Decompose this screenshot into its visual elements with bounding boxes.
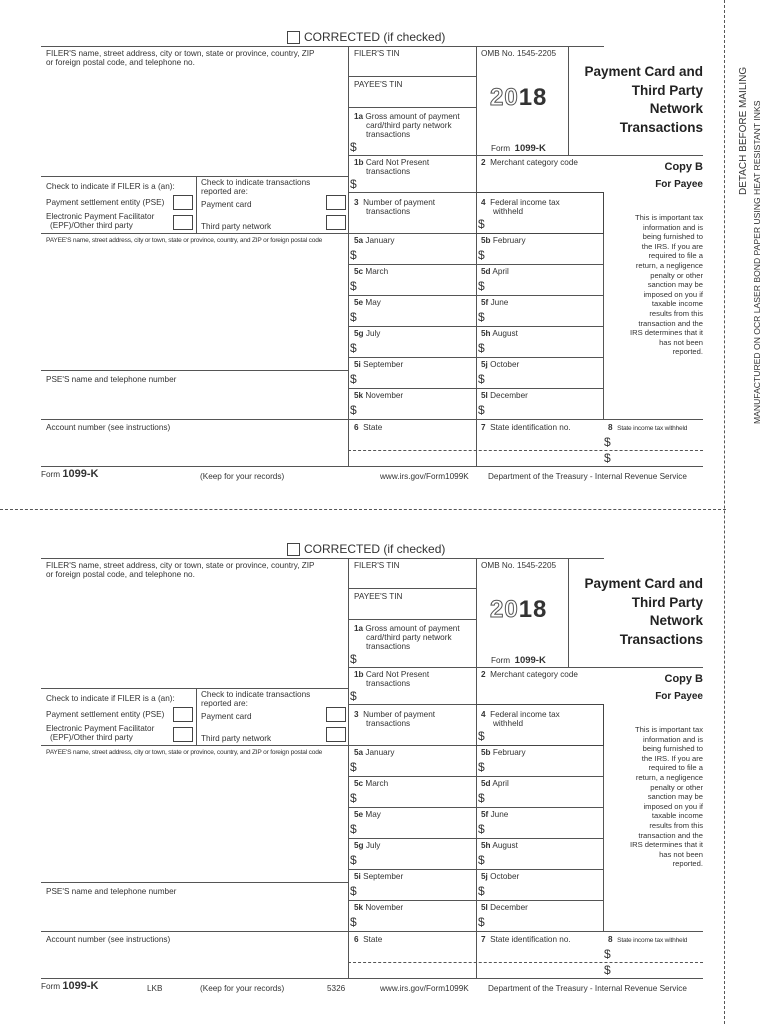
box-5a-dollar: $	[350, 760, 357, 774]
box-5c-dollar: $	[350, 791, 357, 805]
box-5b-label: 5b February	[481, 236, 526, 245]
box-5a-label: 5a January	[354, 236, 395, 245]
box-5l-label: 5l December	[481, 903, 528, 912]
account-number-label: Account number (see instructions)	[46, 423, 171, 432]
pse-label: Payment settlement entity (PSE)	[46, 710, 165, 719]
box-1b-label: 1b Card Not Present transactions	[354, 670, 430, 688]
box-1a-label: 1a Gross amount of payment card/third party network transactions	[354, 112, 460, 139]
filer-tin-label: FILER'S TIN	[354, 49, 400, 58]
check-transactions-label: Check to indicate transactions reported are:	[201, 178, 311, 196]
box-5f-dollar: $	[478, 822, 485, 836]
important-notice-line: information and is	[643, 222, 703, 232]
important-notice-line: sanction may be	[647, 280, 703, 290]
box-5d-label: 5d April	[481, 267, 509, 276]
footer-dept: Department of the Treasury - Internal Revenue Service	[488, 984, 687, 993]
detach-cut-line	[0, 509, 726, 510]
third-party-network-checkbox[interactable]	[326, 727, 346, 742]
pse-name-label: PSE'S name and telephone number	[46, 887, 177, 896]
footer-url: www.irs.gov/Form1099K	[380, 472, 469, 481]
box-5h-label: 5h August	[481, 841, 518, 850]
box-5k-dollar: $	[350, 915, 357, 929]
box-5g-label: 5g July	[354, 329, 381, 338]
important-notice-line: being furnished to	[642, 744, 703, 754]
important-notice-line: transaction and the	[638, 830, 703, 840]
third-party-network-label: Third party network	[201, 734, 272, 743]
box-5b-label: 5b February	[481, 748, 526, 757]
box-5f-label: 5f June	[481, 810, 509, 819]
box-5d-label: 5d April	[481, 779, 509, 788]
box-5a-dollar: $	[350, 248, 357, 262]
filer-tin-label: FILER'S TIN	[354, 561, 400, 570]
footer-dept: Department of the Treasury - Internal Revenue Service	[488, 472, 687, 481]
box-5g-dollar: $	[350, 341, 357, 355]
corrected-label: CORRECTED (if checked)	[304, 30, 446, 44]
important-notice-line: being furnished to	[642, 232, 703, 242]
form-id-small: Form 1099-K	[491, 143, 546, 154]
epf-checkbox[interactable]	[173, 215, 193, 230]
check-transactions-label: Check to indicate transactions reported are:	[201, 690, 311, 708]
payment-card-label: Payment card	[201, 200, 252, 209]
box-3-label: 3 Number of payment transactions	[354, 710, 436, 728]
payee-name-label: PAYEE'S name, street address, city or town, state or province, country, and ZIP or foreign postal code	[46, 237, 323, 244]
box-5c-label: 5c March	[354, 267, 389, 276]
important-notice-line: reported.	[672, 859, 703, 869]
payment-card-checkbox[interactable]	[326, 195, 346, 210]
box-1a-dollar: $	[350, 652, 357, 666]
box-5g-dollar: $	[350, 853, 357, 867]
footer-url: www.irs.gov/Form1099K	[380, 984, 469, 993]
important-notice	[617, 725, 703, 869]
corrected-label: CORRECTED (if checked)	[304, 542, 446, 556]
important-notice-line: imposed on you if	[643, 289, 703, 299]
form-copy-top	[0, 0, 770, 500]
important-notice-line: the IRS. If you are	[641, 753, 703, 763]
for-payee-label: For Payee	[655, 691, 703, 702]
box-8-dollar-2: $	[604, 451, 611, 465]
box-1b-dollar: $	[350, 177, 357, 191]
box-6-label: 6 State	[354, 423, 383, 432]
pse-checkbox[interactable]	[173, 195, 193, 210]
third-party-network-checkbox[interactable]	[326, 215, 346, 230]
side-detach-text: DETACH BEFORE MAILING	[738, 66, 749, 195]
payee-name-label: PAYEE'S name, street address, city or town, state or province, country, and ZIP or foreign postal code	[46, 749, 323, 756]
payment-card-label: Payment card	[201, 712, 252, 721]
important-notice-line: penalty or other	[650, 270, 703, 280]
box-1b-label: 1b Card Not Present transactions	[354, 158, 430, 176]
box-5c-dollar: $	[350, 279, 357, 293]
form-id-small: Form 1099-K	[491, 655, 546, 666]
box-8-label: 8 State income tax withheld	[608, 423, 688, 432]
box-5a-label: 5a January	[354, 748, 395, 757]
box-5k-label: 5k November	[354, 903, 404, 912]
box-8-label: 8 State income tax withheld	[608, 935, 688, 944]
box-8-dollar-1: $	[604, 947, 611, 961]
box-5h-label: 5h August	[481, 329, 518, 338]
box-7-label: 7 State identification no.	[481, 423, 571, 432]
important-notice-line: return, a negligence	[635, 772, 703, 782]
box-2-label: 2 Merchant category code	[481, 158, 578, 167]
important-notice-line: This is important tax	[635, 725, 703, 734]
copy-b-label: Copy B	[664, 161, 703, 173]
epf-label: Electronic Payment Facilitator (EPF)/Other third party	[46, 212, 155, 230]
important-notice-line: sanction may be	[647, 792, 703, 802]
box-5e-dollar: $	[350, 822, 357, 836]
box-5l-label: 5l December	[481, 391, 528, 400]
epf-label: Electronic Payment Facilitator (EPF)/Other third party	[46, 724, 155, 742]
footer-keep: (Keep for your records)	[200, 984, 285, 993]
payee-tin-label: PAYEE'S TIN	[354, 80, 403, 89]
box-5k-dollar: $	[350, 403, 357, 417]
detach-vertical-line	[724, 0, 725, 1024]
third-party-network-label: Third party network	[201, 222, 272, 231]
important-notice-line: IRS determines that it	[629, 840, 703, 850]
important-notice	[617, 213, 703, 357]
form-title: Payment Card and Third Party Network Transactions	[584, 576, 703, 647]
box-5f-dollar: $	[478, 310, 485, 324]
box-5h-dollar: $	[478, 853, 485, 867]
important-notice-line: the IRS. If you are	[641, 241, 703, 251]
box-5g-label: 5g July	[354, 841, 381, 850]
box-5i-dollar: $	[350, 372, 357, 386]
box-6-label: 6 State	[354, 935, 383, 944]
box-5b-dollar: $	[478, 760, 485, 774]
important-notice-line: transaction and the	[638, 318, 703, 328]
box-5h-dollar: $	[478, 341, 485, 355]
box-5j-dollar: $	[478, 884, 485, 898]
important-notice-line: results from this	[649, 820, 703, 830]
omb-number: OMB No. 1545-2205	[481, 49, 557, 58]
box-5e-label: 5e May	[354, 810, 381, 819]
box-3-label: 3 Number of payment transactions	[354, 198, 436, 216]
box-4-dollar: $	[478, 729, 485, 743]
box-4-label: 4 Federal income tax withheld	[481, 198, 560, 216]
box-5b-dollar: $	[478, 248, 485, 262]
box-5d-dollar: $	[478, 279, 485, 293]
pse-checkbox[interactable]	[173, 707, 193, 722]
check-filer-label: Check to indicate if FILER is a (an):	[46, 182, 175, 191]
footer-lkb: LKB	[147, 984, 163, 993]
corrected-checkbox[interactable]	[287, 31, 300, 44]
form-title: Payment Card and Third Party Network Transactions	[584, 64, 703, 135]
important-notice-line: penalty or other	[650, 782, 703, 792]
box-1b-dollar: $	[350, 689, 357, 703]
box-5i-dollar: $	[350, 884, 357, 898]
box-5e-label: 5e May	[354, 298, 381, 307]
for-payee-label: For Payee	[655, 179, 703, 190]
important-notice-line: has not been	[659, 337, 703, 347]
box-4-label: 4 Federal income tax withheld	[481, 710, 560, 728]
box-1a-label: 1a Gross amount of payment card/third party network transactions	[354, 624, 460, 651]
copy-b-label: Copy B	[664, 673, 703, 685]
epf-checkbox[interactable]	[173, 727, 193, 742]
pse-label: Payment settlement entity (PSE)	[46, 198, 165, 207]
check-filer-label: Check to indicate if FILER is a (an):	[46, 694, 175, 703]
important-notice-line: imposed on you if	[643, 801, 703, 811]
box-2-label: 2 Merchant category code	[481, 670, 578, 679]
box-5j-dollar: $	[478, 372, 485, 386]
important-notice-line: taxable income	[651, 811, 703, 821]
box-4-dollar: $	[478, 217, 485, 231]
important-notice-line: IRS determines that it	[629, 328, 703, 338]
important-notice-line: required to file a	[648, 251, 703, 261]
important-notice-line: return, a negligence	[635, 260, 703, 270]
payee-tin-label: PAYEE'S TIN	[354, 592, 403, 601]
box-5j-label: 5j October	[481, 872, 520, 881]
form-copy-bottom	[0, 512, 770, 1012]
filer-name-label: FILER'S name, street address, city or town, state or province, country, ZIP or foreign postal code, and telephone no.	[46, 49, 315, 67]
omb-number: OMB No. 1545-2205	[481, 561, 557, 570]
important-notice-line: This is important tax	[635, 213, 703, 222]
filer-name-label: FILER'S name, street address, city or town, state or province, country, ZIP or foreign postal code, and telephone no.	[46, 561, 315, 579]
tax-year: 2018	[490, 84, 548, 111]
box-8-dollar-1: $	[604, 435, 611, 449]
box-1a-dollar: $	[350, 140, 357, 154]
box-5d-dollar: $	[478, 791, 485, 805]
important-notice-line: reported.	[672, 347, 703, 357]
box-5i-label: 5i September	[354, 872, 404, 881]
footer-code: 5326	[327, 984, 346, 993]
corrected-checkbox[interactable]	[287, 543, 300, 556]
important-notice-line: taxable income	[651, 299, 703, 309]
important-notice-line: results from this	[649, 308, 703, 318]
footer-form-id: Form 1099-K	[41, 980, 99, 992]
footer-form-id: Form 1099-K	[41, 468, 99, 480]
box-5f-label: 5f June	[481, 298, 509, 307]
account-number-label: Account number (see instructions)	[46, 935, 171, 944]
footer-keep: (Keep for your records)	[200, 472, 285, 481]
box-5l-dollar: $	[478, 915, 485, 929]
important-notice-line: has not been	[659, 849, 703, 859]
box-8-dollar-2: $	[604, 963, 611, 977]
side-manufactured-text: MANUFACTURED ON OCR LASER BOND PAPER USING HEAT RESISTANT INKS	[752, 100, 762, 424]
box-5i-label: 5i September	[354, 360, 404, 369]
important-notice-line: required to file a	[648, 763, 703, 773]
important-notice-line: information and is	[643, 734, 703, 744]
box-5k-label: 5k November	[354, 391, 404, 400]
payment-card-checkbox[interactable]	[326, 707, 346, 722]
pse-name-label: PSE'S name and telephone number	[46, 375, 177, 384]
box-5e-dollar: $	[350, 310, 357, 324]
tax-year: 2018	[490, 596, 548, 623]
box-5c-label: 5c March	[354, 779, 389, 788]
box-7-label: 7 State identification no.	[481, 935, 571, 944]
box-5l-dollar: $	[478, 403, 485, 417]
box-5j-label: 5j October	[481, 360, 520, 369]
